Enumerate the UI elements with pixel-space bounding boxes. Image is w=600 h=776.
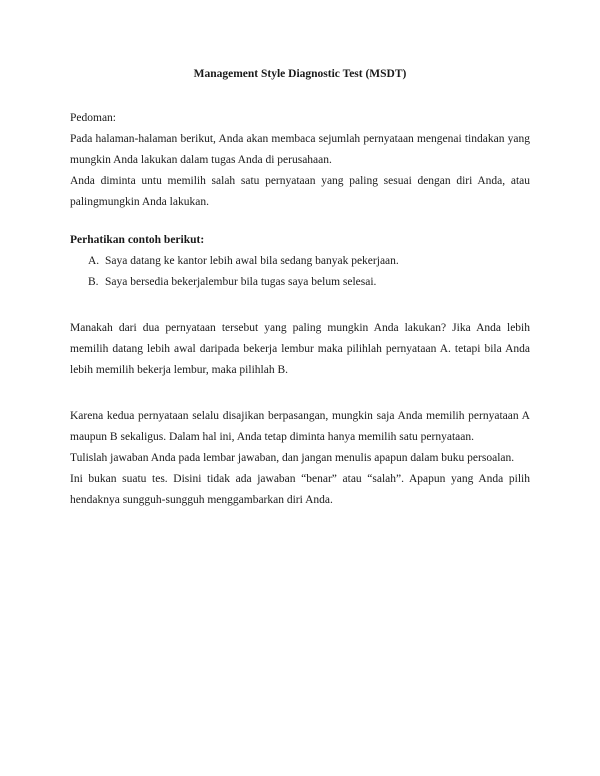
list-marker: A. — [88, 255, 100, 267]
document-body — [70, 108, 530, 511]
instruction-paragraph-3: Ini bukan suatu tes. Disini tidak ada jawaban “benar” atau “salah”. Apapun yang Anda pilih hendaknya sungguh-sungguh menggambarkan diri Anda. — [70, 473, 530, 506]
question-paragraph: Manakah dari dua pernyataan tersebut yang paling mungkin Anda lakukan? Jika Anda lebih memilih datang lebih awal daripada bekerja lembur maka pilihlah pernyataan A. tetapi bila Anda lebih memilih bekerja lembur, maka pilihlah B. — [70, 322, 530, 376]
list-item-text: Saya datang ke kantor lebih awal bila sedang banyak pekerjaan. — [105, 255, 399, 267]
guideline-label: Pedoman: — [70, 112, 116, 124]
intro-paragraph-2: Anda diminta untu memilih salah satu pernyataan yang paling sesuai dengan diri Anda, atau palingmungkin Anda lakukan. — [70, 175, 530, 208]
example-heading: Perhatikan contoh berikut: — [70, 234, 205, 246]
example-list — [70, 251, 530, 293]
list-marker: B. — [88, 276, 99, 288]
list-item — [70, 272, 530, 293]
instruction-paragraph-2: Tulislah jawaban Anda pada lembar jawaban, dan jangan menulis apapun dalam buku persoalan. — [70, 452, 515, 464]
list-item-text: Saya bersedia bekerjalembur bila tugas saya belum selesai. — [105, 276, 377, 288]
instruction-paragraph-1: Karena kedua pernyataan selalu disajikan berpasangan, mungkin saja Anda memilih pernyataan A maupun B sekaligus. Dalam hal ini, Anda tetap diminta hanya memilih satu pernyataan. — [70, 410, 530, 443]
list-item — [70, 251, 530, 272]
intro-paragraph-1: Pada halaman-halaman berikut, Anda akan membaca sejumlah pernyataan mengenai tindakan yang mungkin Anda lakukan dalam tugas Anda di perusahaan. — [70, 133, 530, 166]
document-title: Management Style Diagnostic Test (MSDT) — [193, 68, 407, 80]
